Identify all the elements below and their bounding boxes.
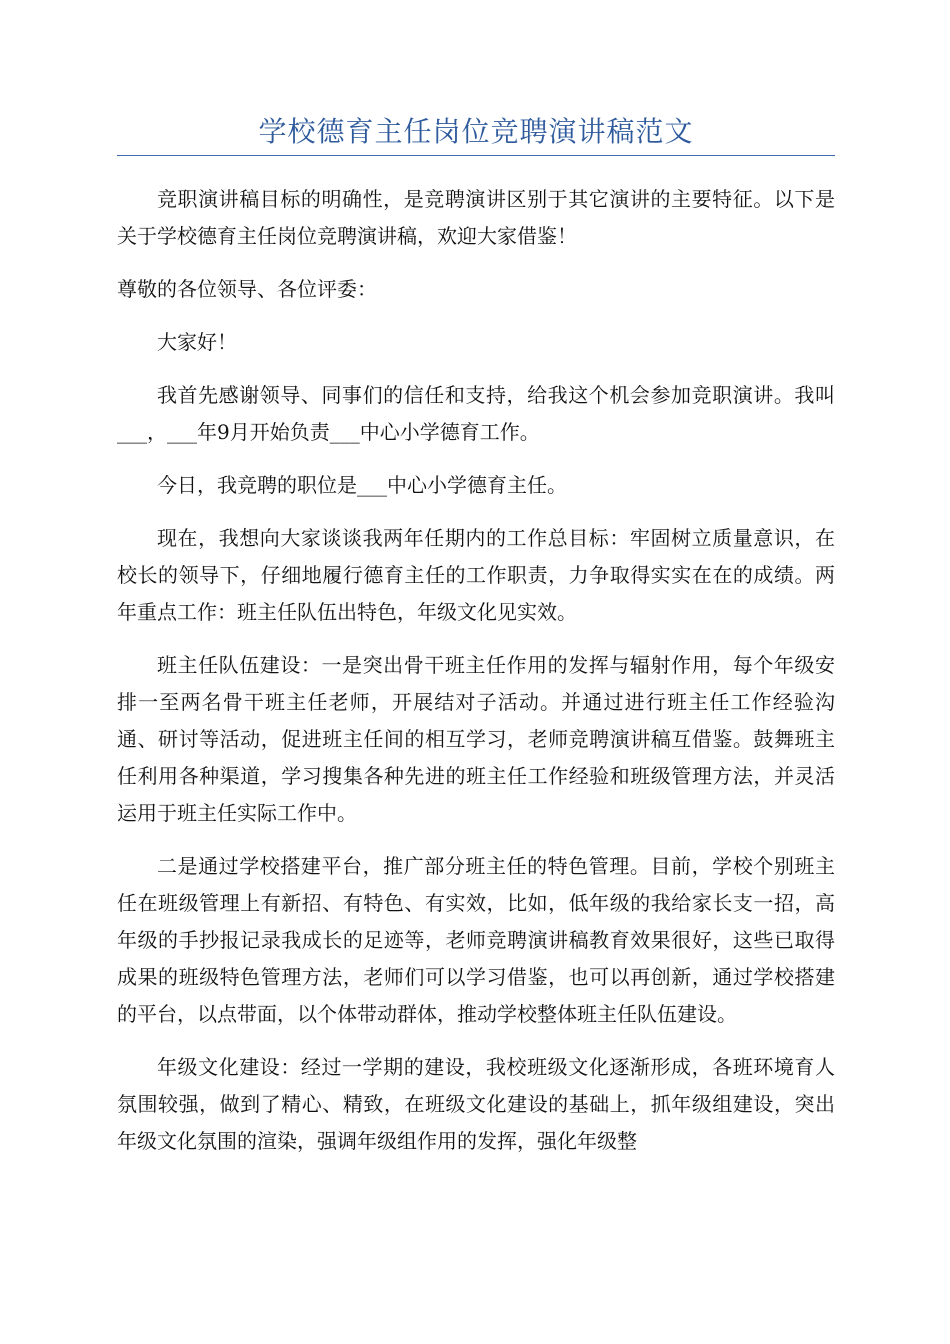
paragraph-goals: 现在，我想向大家谈谈我两年任期内的工作总目标：牢固树立质量意识，在校长的领导下，仔细地履行德育主任的工作职责，力争取得实实在在的成绩。两年重点工作：班主任队伍出特色，年级文化见实效。 <box>117 526 835 624</box>
paragraph-team-building: 班主任队伍建设：一是突出骨干班主任作用的发挥与辐射作用，每个年级安排一至两名骨干班主任老师，开展结对子活动。并通过进行班主任工作经验沟通、研讨等活动，促进班主任间的相互学习，老师竞聘演讲稿互借鉴。鼓舞班主任利用各种渠道，学习搜集各种先进的班主任工作经验和班级管理方法，并灵活运用于班主任实际工作中。 <box>117 653 835 825</box>
paragraph-greeting: 大家好！ <box>157 330 237 354</box>
paragraph-thanks: 我首先感谢领导、同事们的信任和支持，给我这个机会参加竞职演讲。我叫___，___年9月开始负责___中心小学德育工作。 <box>117 383 835 444</box>
paragraph-salutation: 尊敬的各位领导、各位评委： <box>117 277 377 301</box>
paragraph-platform: 二是通过学校搭建平台，推广部分班主任的特色管理。目前，学校个别班主任在班级管理上有新招、有特色、有实效，比如，低年级的我给家长支一招，高年级的手抄报记录我成长的足迹等，老师竞聘演讲稿教育效果很好，这些已取得成果的班级特色管理方法，老师们可以学习借鉴，也可以再创新，通过学校搭建的平台，以点带面，以个体带动群体，推动学校整体班主任队伍建设。 <box>117 854 835 1026</box>
document-page <box>117 110 835 1176</box>
document-title: 学校德育主任岗位竞聘演讲稿范文 <box>258 115 694 148</box>
paragraph-grade-culture: 年级文化建设：经过一学期的建设，我校班级文化逐渐形成，各班环境育人氛围较强，做到了精心、精致，在班级文化建设的基础上，抓年级组建设，突出年级文化氛围的渲染，强调年级组作用的发挥，强化年级整 <box>117 1055 835 1153</box>
paragraph-position: 今日，我竞聘的职位是___中心小学德育主任。 <box>157 473 567 497</box>
paragraph-intro: 竞职演讲稿目标的明确性，是竞聘演讲区别于其它演讲的主要特征。以下是关于学校德育主任岗位竞聘演讲稿，欢迎大家借鉴！ <box>117 187 835 248</box>
title-underline <box>117 155 835 156</box>
